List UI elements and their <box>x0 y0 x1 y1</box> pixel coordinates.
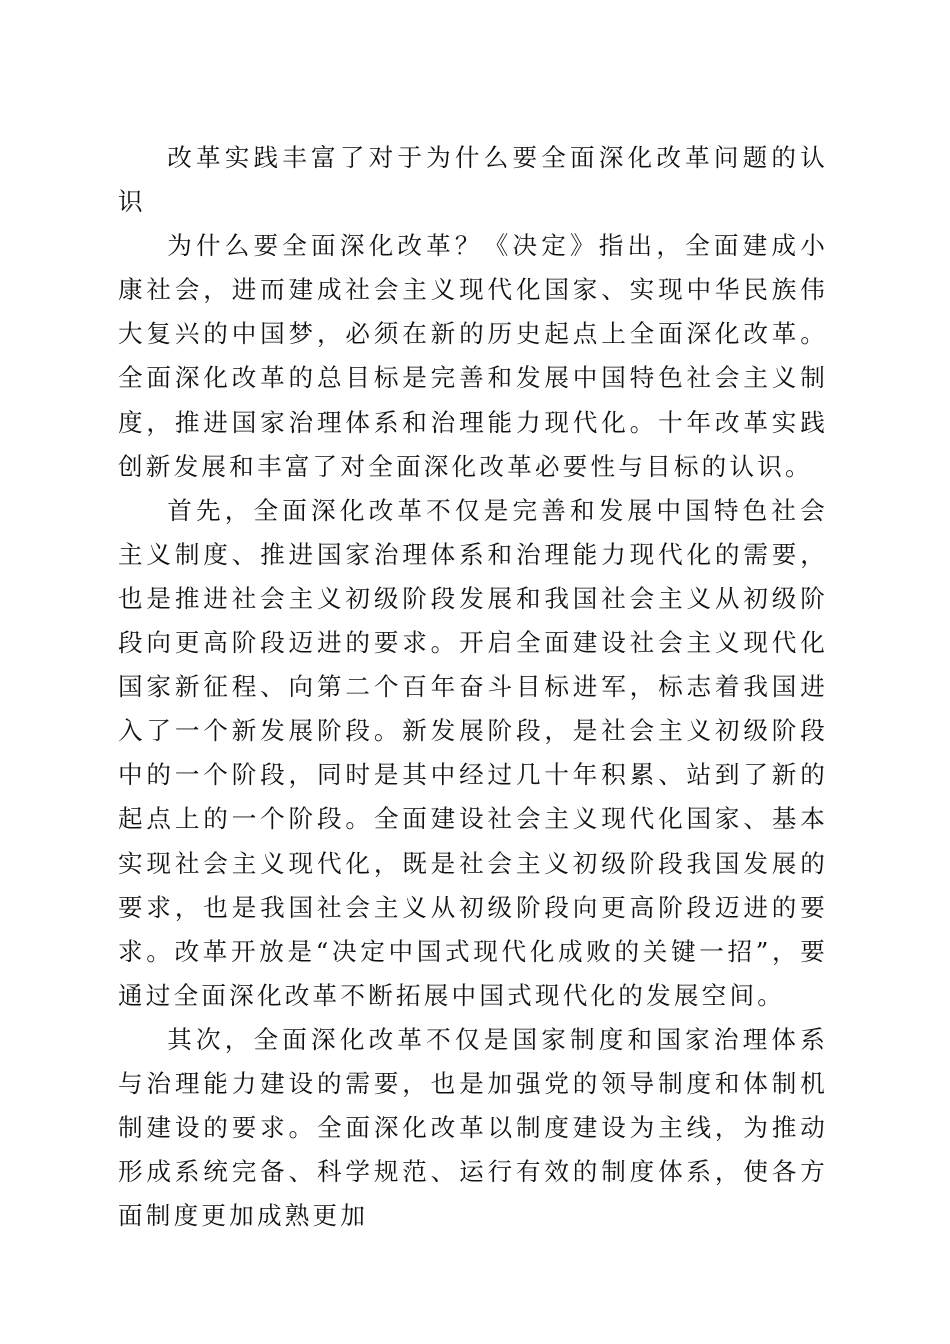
paragraph-3: 其次，全面深化改革不仅是国家制度和国家治理体系与治理能力建设的需要，也是加强党的领导制度和体制机制建设的要求。全面深化改革以制度建设为主线，为推动形成系统完备、科学规范、运行有效的制度体系，使各方面制度更加成熟更加 <box>118 1024 828 1231</box>
paragraph-1: 为什么要全面深化改革？《决定》指出，全面建成小康社会，进而建成社会主义现代化国家、实现中华民族伟大复兴的中国梦，必须在新的历史起点上全面深化改革。全面深化改革的总目标是完善和发展中国特色社会主义制度，推进国家治理体系和治理能力现代化。十年改革实践创新发展和丰富了对全面深化改革必要性与目标的认识。 <box>118 231 828 481</box>
document-body <box>118 136 828 1238</box>
paragraph-2: 首先，全面深化改革不仅是完善和发展中国特色社会主义制度、推进国家治理体系和治理能力现代化的需要，也是推进社会主义初级阶段发展和我国社会主义从初级阶段向更高阶段迈进的要求。开启全面建设社会主义现代化国家新征程、向第二个百年奋斗目标进军，标志着我国进入了一个新发展阶段。新发展阶段，是社会主义初级阶段中的一个阶段，同时是其中经过几十年积累、站到了新的起点上的一个阶段。全面建设社会主义现代化国家、基本实现社会主义现代化，既是社会主义初级阶段我国发展的要求，也是我国社会主义从初级阶段向更高阶段迈进的要求。改革开放是“决定中国式现代化成败的关键一招”，要通过全面深化改革不断拓展中国式现代化的发展空间。 <box>118 495 828 1010</box>
section-heading: 改革实践丰富了对于为什么要全面深化改革问题的认识 <box>118 143 828 217</box>
